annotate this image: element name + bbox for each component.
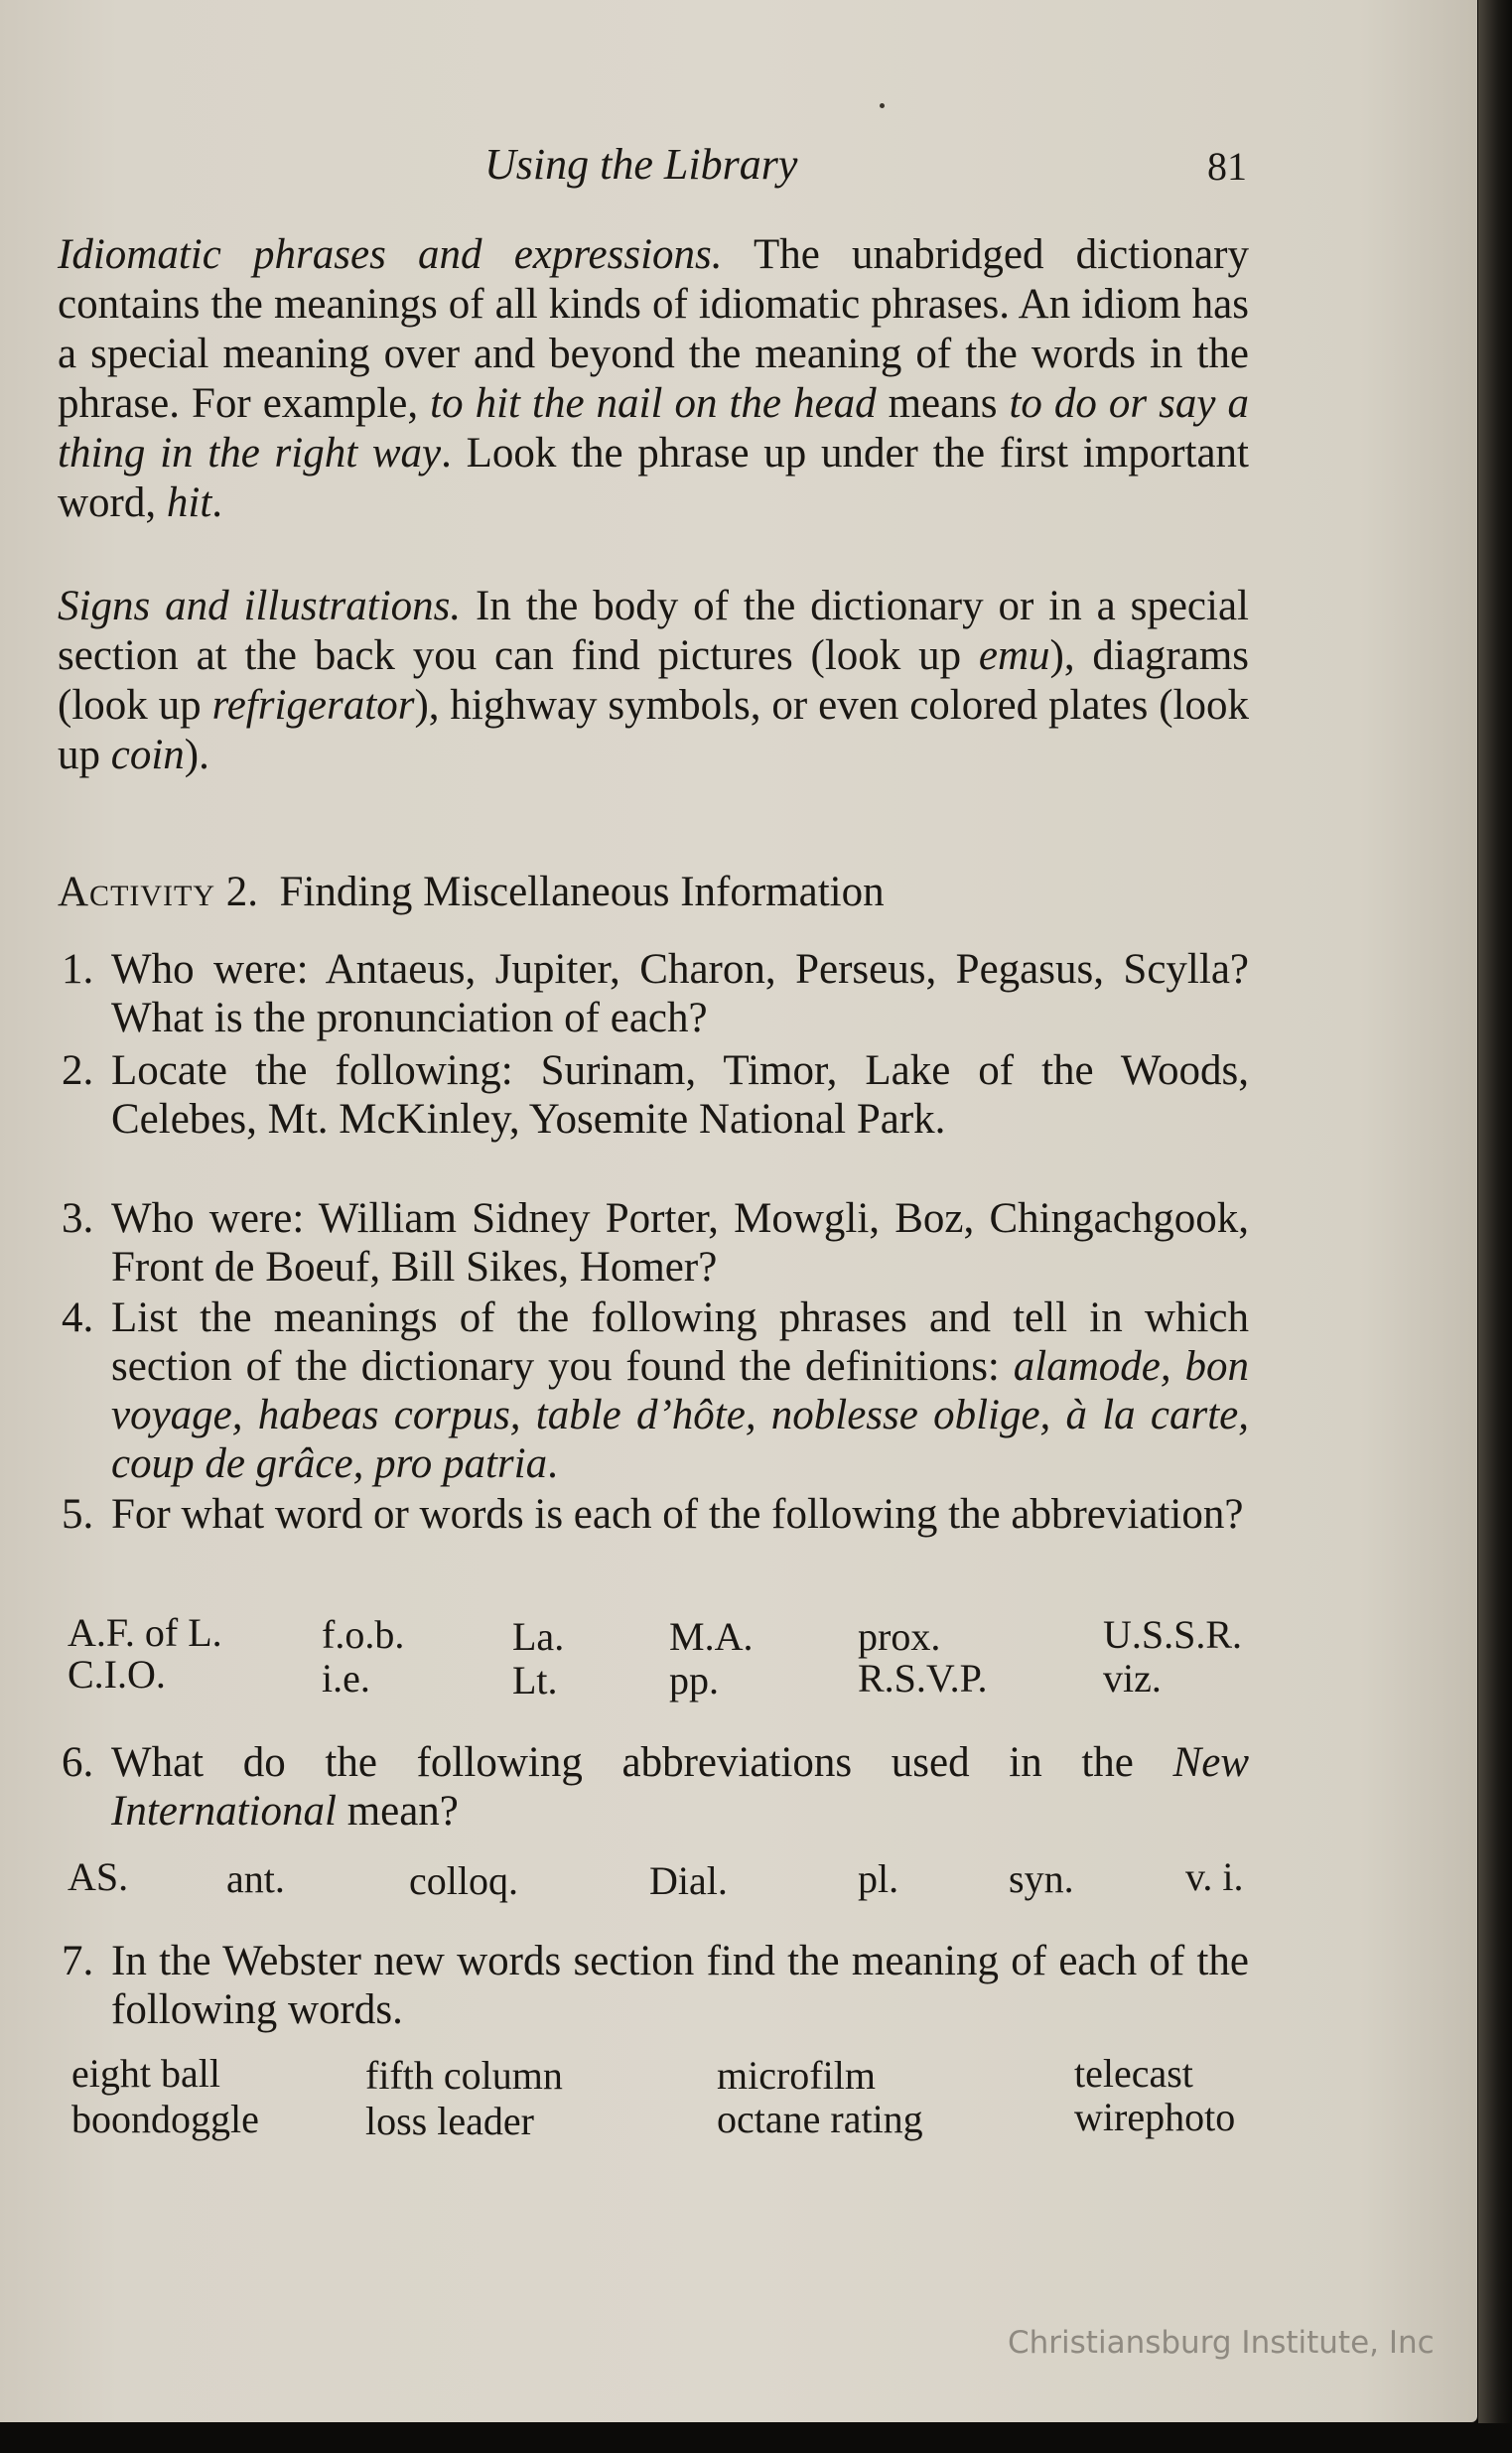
- question-2: [58, 1046, 1249, 1144]
- abbreviation: pl.: [858, 1856, 899, 1901]
- key-word: hit: [166, 479, 212, 526]
- question-5: [58, 1490, 1249, 1539]
- ink-speck: [880, 103, 885, 108]
- question-text: In the Webster new words section find the meaning of each of the following words.: [111, 1938, 1249, 2033]
- abbreviation: v. i.: [1185, 1854, 1244, 1899]
- question-text: What do the following abbreviations used in the New International mean?: [111, 1739, 1249, 1835]
- question-text: For what word or words is each of the following the abbreviation?: [111, 1491, 1244, 1538]
- question-number: 2.: [62, 1047, 94, 1094]
- running-title: Using the Library: [484, 140, 798, 189]
- abbreviation: pp.: [669, 1658, 719, 1703]
- question-1: [58, 945, 1249, 1042]
- question-7: [58, 1937, 1249, 2034]
- abbreviation: C.I.O.: [68, 1652, 166, 1697]
- bottom-shadow: [0, 2423, 1512, 2453]
- watermark: Christiansburg Institute, Inc: [1008, 2325, 1435, 2361]
- question-4: [58, 1294, 1249, 1488]
- question-number: 7.: [62, 1938, 94, 1984]
- activity-heading: [58, 868, 885, 917]
- question-number: 5.: [62, 1491, 94, 1538]
- abbreviation: AS.: [68, 1854, 129, 1899]
- new-word: microfilm: [717, 2053, 876, 2098]
- abbreviation: M.A.: [669, 1614, 754, 1659]
- question-6: [58, 1738, 1249, 1836]
- abbreviation: Dial.: [649, 1858, 728, 1903]
- abbreviation: A.F. of L.: [68, 1610, 222, 1655]
- new-word: wirephoto: [1074, 2095, 1236, 2139]
- question-text: Who were: William Sidney Porter, Mowgli, Boz, Chingachgook, Front de Boeuf, Bill Sikes, Homer?: [111, 1195, 1249, 1291]
- abbreviation: syn.: [1009, 1856, 1074, 1901]
- abbreviation: colloq.: [409, 1858, 518, 1903]
- question-text: Locate the following: Surinam, Timor, Lake of the Woods, Celebes, Mt. McKinley, Yosemite National Park.: [111, 1047, 1249, 1143]
- signs-heading: Signs and illustrations.: [58, 583, 462, 629]
- abbreviation: f.o.b.: [322, 1612, 405, 1657]
- running-head: [58, 139, 1249, 199]
- abbreviation: prox.: [858, 1614, 941, 1659]
- question-text: List the meanings of the following phrases and tell in which section of the dictionary you found the definitions: alamode, bon voyage, habeas corpus, table d’hôte, noblesse oblige, à la carte, coup de grâce, pro patria.: [111, 1295, 1249, 1487]
- abbreviation: i.e.: [322, 1656, 370, 1701]
- abbreviation: La.: [512, 1614, 565, 1659]
- question-number: 3.: [62, 1195, 94, 1242]
- abbreviation: ant.: [226, 1856, 285, 1901]
- page-number: 81: [1207, 144, 1247, 189]
- idioms-paragraph: Idiomatic phrases and expressions. The unabridged dictionary contains the meanings of all kinds of idiomatic phrases. An idiom has a special meaning over and beyond the meaning of the words in the phrase. For example, to hit the nail on the head means to do or say a thing in the right way. Look the phrase up under the first important word, hit.: [58, 231, 1250, 526]
- dictionary-name: New International: [111, 1739, 1249, 1835]
- signs-paragraph: Signs and illustrations. In the body of the dictionary or in a special section at the back you can find pictures (look up emu), diagrams (look up refrigerator), highway symbols, or even colored plates (look up coin).: [58, 583, 1250, 778]
- new-word: telecast: [1074, 2051, 1193, 2096]
- new-word: eight ball: [71, 2051, 220, 2096]
- idioms-heading: Idiomatic phrases and expressions.: [58, 231, 723, 278]
- question-text: Who were: Antaeus, Jupiter, Charon, Perseus, Pegasus, Scylla? What is the pronunciation of each?: [111, 946, 1249, 1041]
- new-word: loss leader: [365, 2099, 534, 2143]
- question-3: [58, 1194, 1249, 1292]
- abbreviation: U.S.S.R.: [1103, 1612, 1243, 1657]
- new-word: boondoggle: [71, 2097, 259, 2141]
- question-number: 6.: [62, 1739, 94, 1786]
- question-number: 4.: [62, 1295, 94, 1341]
- activity-number: 2.: [225, 869, 259, 915]
- abbreviation: Lt.: [512, 1658, 558, 1703]
- book-edge: [1478, 0, 1512, 2453]
- abbreviation-list-q5: [68, 1610, 1259, 1709]
- new-words-list-q7: [71, 2051, 1263, 2150]
- new-word: fifth column: [365, 2053, 563, 2098]
- foreign-phrases: alamode, bon voyage, habeas corpus, table d’hôte, noblesse oblige, à la carte, coup de grâce, pro patria: [111, 1343, 1249, 1487]
- question-number: 1.: [62, 946, 94, 993]
- abbreviation-list-q6: [68, 1854, 1259, 1904]
- new-word: octane rating: [717, 2097, 923, 2141]
- activity-label: Activity: [58, 869, 216, 915]
- example-phrase: to hit the nail on the head: [430, 380, 877, 427]
- activity-title: Finding Miscellaneous Information: [279, 869, 885, 915]
- abbreviation: R.S.V.P.: [858, 1656, 988, 1701]
- abbreviation: viz.: [1103, 1656, 1162, 1701]
- example-meaning: to do or say a thing in the right way: [58, 380, 1250, 477]
